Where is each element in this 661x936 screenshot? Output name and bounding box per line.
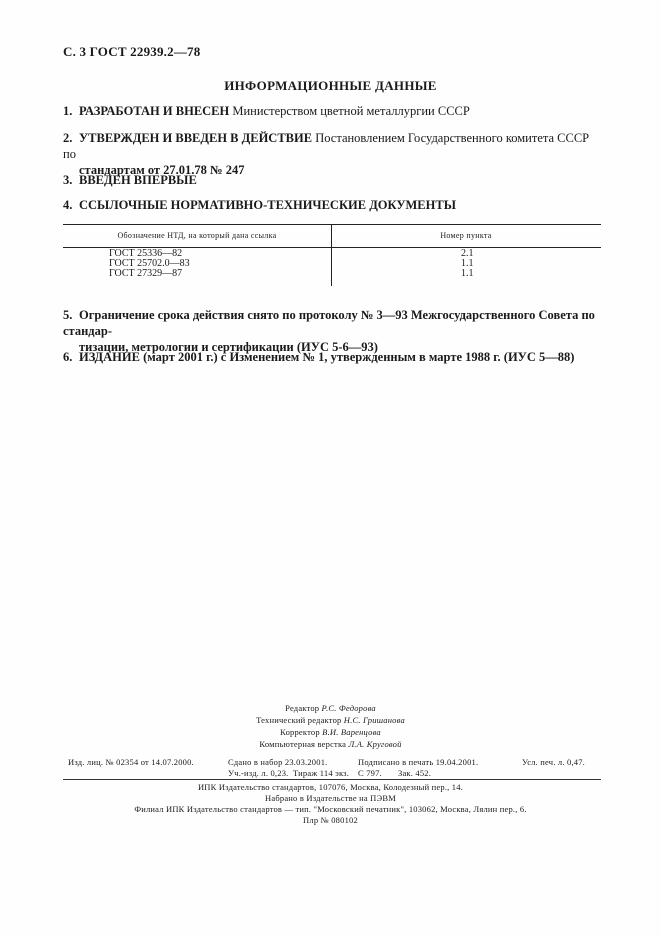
info-item-4 [63, 197, 603, 213]
info-item-2 [63, 130, 603, 178]
row-document: ГОСТ 27329—87 [109, 268, 183, 279]
corrector-name: В.И. Варенцова [322, 727, 381, 737]
imprint-signed-date: Подписано в печать 19.04.2001. [358, 757, 479, 767]
item-text-continued: тизации, метрологии и сертификации (ИУС 5-6—93) [79, 340, 378, 354]
editor-label: Редактор [285, 703, 320, 713]
item-number: 3. [63, 173, 73, 187]
info-item-6 [63, 349, 603, 365]
row-point: 2.1 [461, 248, 474, 259]
imprint-code: С 797. [358, 768, 382, 778]
corrector-label: Корректор [280, 727, 320, 737]
imprint-print-sheets: Усл. печ. л. 0,47. [522, 757, 585, 767]
layout-name: Л.А. Круговой [348, 739, 402, 749]
imprint-editor [0, 703, 661, 713]
item-lead: ССЫЛОЧНЫЕ НОРМАТИВНО-ТЕХНИЧЕСКИЕ ДОКУМЕНТЫ [79, 198, 456, 212]
column-header-point: Номер пункта [440, 231, 492, 240]
imprint-tech-editor [0, 715, 661, 725]
info-item-1 [63, 103, 603, 119]
imprint-corrector [0, 727, 661, 737]
imprint-separator [63, 779, 601, 780]
imprint-plr: Плр № 080102 [303, 815, 358, 825]
item-number: 1. [63, 104, 73, 118]
item-text: Постановлением Государственного комитета СССР по [63, 131, 590, 161]
imprint-publisher: ИПК Издательство стандартов, 107076, Москва, Колодезный пер., 14. [197, 782, 464, 792]
row-document: ГОСТ 25702.0—83 [109, 258, 190, 269]
page-title: ИНФОРМАЦИОННЫЕ ДАННЫЕ [224, 78, 437, 93]
info-item-3 [63, 172, 603, 188]
item-lead: УТВЕРЖДЕН И ВВЕДЕН В ДЕЙСТВИЕ [79, 131, 313, 145]
item-lead: ВВЕДЕН ВПЕРВЫЕ [79, 173, 197, 187]
row-point: 1.1 [461, 258, 474, 269]
imprint-pub-sheets: Уч.-изд. л. 0,23. [228, 768, 289, 778]
page-header: С. 3 ГОСТ 22939.2—78 [63, 44, 201, 59]
item-number: 2. [63, 131, 73, 145]
item-text-continued: стандартам от 27.01.78 № 247 [79, 163, 245, 177]
item-text: ИЗДАНИЕ (март 2001 г.) с Изменением № 1, утвержденным в марте 1988 г. (ИУС 5—88) [79, 350, 575, 364]
item-number: 4. [63, 198, 73, 212]
info-item-5 [63, 307, 603, 355]
editor-name: Р.С. Федорова [321, 703, 376, 713]
item-number: 6. [63, 350, 73, 364]
tech-editor-label: Технический редактор [256, 715, 342, 725]
imprint-layout [0, 739, 661, 749]
imprint-typeset-date: Сдано в набор 23.03.2001. [228, 757, 328, 767]
tech-editor-name: Н.С. Гришанова [343, 715, 405, 725]
layout-label: Компьютерная верстка [259, 739, 347, 749]
row-document: ГОСТ 25336—82 [109, 248, 183, 259]
imprint-circulation: Тираж 114 экз. [293, 768, 350, 778]
table-top-rule [63, 224, 601, 225]
item-number: 5. [63, 308, 73, 322]
column-header-document: Обозначение НТД, на который дана ссылка [117, 231, 277, 240]
imprint-license: Изд. лиц. № 02354 от 14.07.2000. [68, 757, 194, 767]
imprint-typeset: Набрано в Издательстве на ПЭВМ [265, 793, 396, 803]
table-row [63, 269, 601, 279]
row-point: 1.1 [461, 268, 474, 279]
item-text: Министерством цветной металлургии СССР [229, 104, 470, 118]
item-lead: РАЗРАБОТАН И ВНЕСЕН [79, 104, 230, 118]
item-text: Ограничение срока действия снято по протоколу № 3—93 Межгосударственного Совета по стандар- [63, 308, 595, 338]
imprint-order: Зак. 452. [398, 768, 432, 778]
imprint-branch: Филиал ИПК Издательство стандартов — тип. "Московский печатник", 103062, Москва, Лялин пер., 6. [134, 804, 527, 814]
